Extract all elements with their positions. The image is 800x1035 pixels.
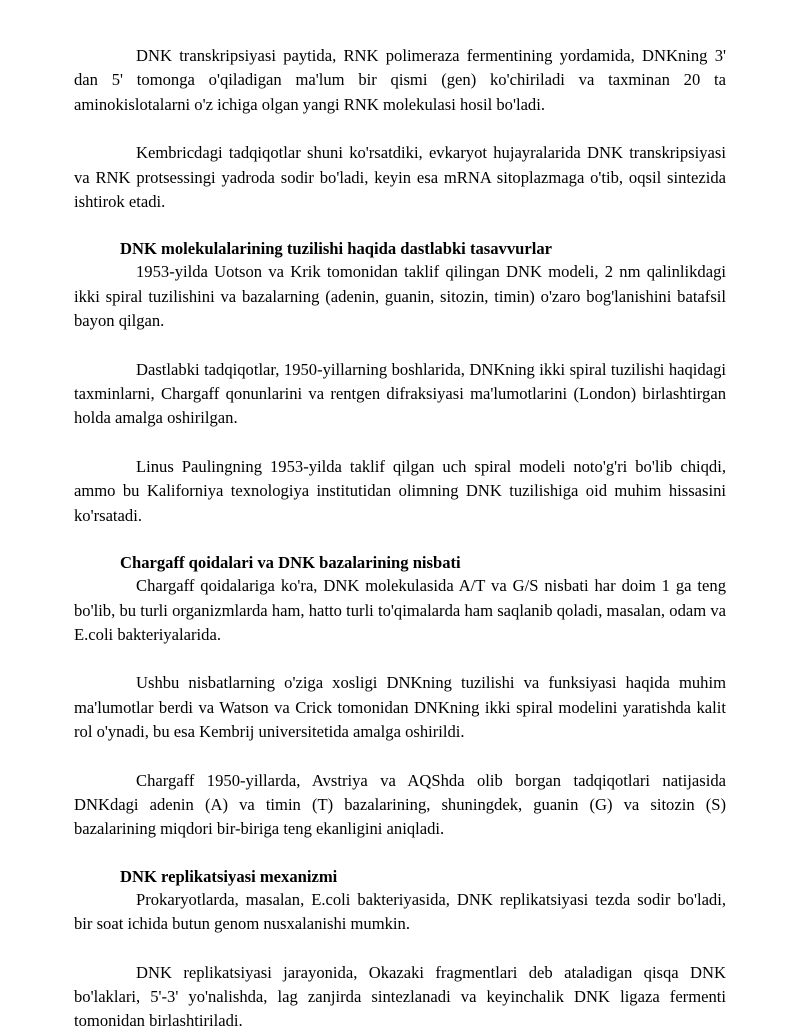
paragraph-okazaki-fragments: DNK replikatsiyasi jarayonida, Okazaki fragmentlari deb ataladigan qisqa DNK bo'laklari, 5'-3' yo'nalishda, lag zanjirda sintezlanadi va keyinchalik DNK ligaza fermenti tomonidan birlashtiriladi. <box>74 962 726 1031</box>
paragraph-prokaryote-replication: Prokaryotlarda, masalan, E.coli bakteriyasida, DNK replikatsiyasi tezda sodir bo'ladi, bir soat ichida butun genom nusxalanishi mumkin. <box>74 889 726 934</box>
paragraph-chargaff-ratio: Chargaff qoidalariga ko'ra, DNK molekulasida A/T va G/S nisbati har doim 1 ga teng bo'lib, bu turli organizmlarda ham, hatto turli to'qimalarda ham saqlanib qoladi, masalan, odam va E.coli bakteriyalarida. <box>74 576 726 644</box>
paragraph-pauling-model: Linus Paulingning 1953-yilda taklif qilgan uch spiral modeli noto'g'ri bo'lib chiqdi, ammo bu Kaliforniya texnologiya institutidan olimning DNK tuzilishiga oid muhim hissasini ko'rsatadi. <box>74 456 726 525</box>
paragraph-cambridge-research: Kembricdagi tadqiqotlar shuni ko'rsatdiki, evkaryot hujayralarida DNK transkripsiyasi va RNK protsessingi yadroda sodir bo'ladi, keyin esa mRNA sitoplazmaga o'tib, oqsil sintezida ishtirok etadi. <box>74 143 726 212</box>
paragraph-transcription: DNK transkripsiyasi paytida, RNK polimeraza fermentining yordamida, DNKning 3' dan 5' tomonga o'qiladigan ma'lum bir qismi (gen) ko'chiriladi va taxminan 20 ta aminokislotalarni o'z ichiga olgan yangi RNK molekulasi hosil bo'ladi. <box>74 46 726 114</box>
heading-dna-replication: DNK replikatsiyasi mexanizmi <box>120 866 338 886</box>
paragraph-watson-crick-model: 1953-yilda Uotson va Krik tomonidan taklif qilingan DNK modeli, 2 nm qalinlikdagi ikki spiral tuzilishini va bazalarning (adenin, guanin, sitozin, timin) o'zaro bog'lanishini batafsil bayon qilgan. <box>74 262 726 331</box>
document-page <box>74 44 726 1034</box>
paragraph-ratio-significance: Ushbu nisbatlarning o'ziga xosligi DNKning tuzilishi va funksiyasi haqida muhim ma'lumotlar berdi va Watson va Crick tomonidan DNKning ikki spiral modelini yaratishda kalit rol o'ynadi, bu esa Kembrij universitetida amalga oshirildi. <box>74 673 726 742</box>
paragraph-chargaff-findings: Chargaff 1950-yillarda, Avstriya va AQShda olib borgan tadqiqotlari natijasida DNKdagi adenin (A) va timin (T) bazalarining, shuningdek, guanin (G) va sitozin (S) bazalarining miqdori bir-biriga teng ekanligini aniqladi. <box>74 770 726 839</box>
heading-chargaff-rules: Chargaff qoidalari va DNK bazalarining nisbati <box>120 553 461 573</box>
paragraph-early-research: Dastlabki tadqiqotlar, 1950-yillarning boshlarida, DNKning ikki spiral tuzilishi haqidagi taxminlarni, Chargaff qonunlarini va rentgen difraksiyasi ma'lumotlarini (London) birlashtirgan holda amalga oshirilgan. <box>74 359 726 428</box>
heading-dna-structure: DNK molekulalarining tuzilishi haqida dastlabki tasavvurlar <box>120 239 552 259</box>
